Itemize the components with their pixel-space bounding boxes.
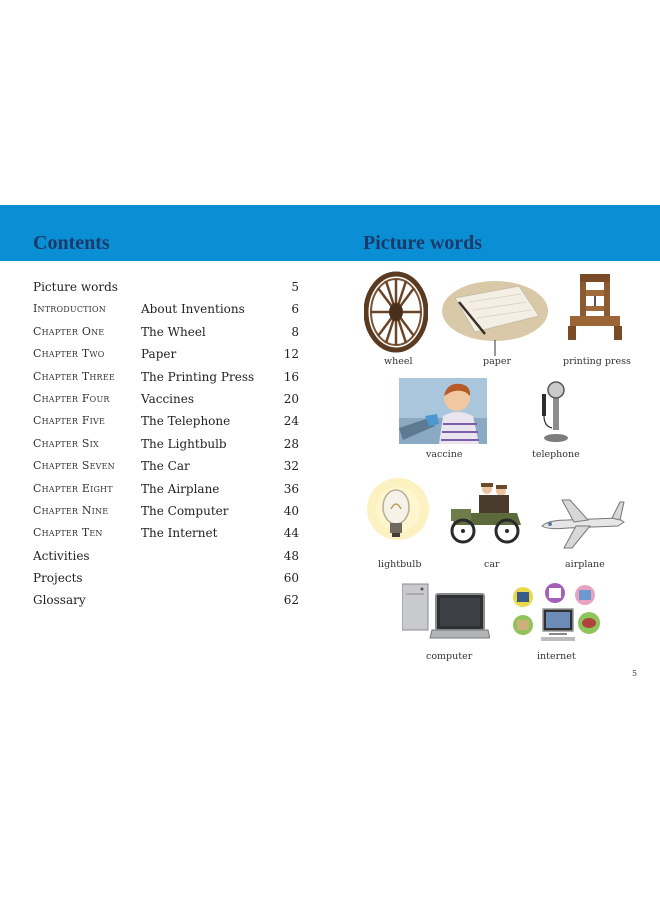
toc-chapter-title: The Car (141, 459, 190, 474)
caption-lightbulb: lightbulb (378, 559, 422, 570)
toc-page-number: 24 (283, 414, 299, 429)
toc-page-number: 44 (283, 526, 299, 541)
toc-label: Chapter Two (33, 347, 105, 361)
toc-label: Chapter Ten (33, 526, 103, 540)
toc-row (33, 368, 299, 390)
internet-icon (511, 583, 603, 643)
toc-page-number: 60 (283, 571, 299, 586)
toc-row (33, 435, 299, 457)
toc-chapter-title: About Inventions (141, 302, 245, 317)
toc-label: Glossary (33, 593, 86, 608)
toc-chapter-title: The Computer (141, 503, 229, 518)
toc-chapter-title: The Airplane (141, 481, 220, 496)
toc-label: Chapter Four (33, 391, 110, 405)
page-number: 5 (632, 669, 638, 678)
toc-row (33, 390, 299, 412)
caption-internet: internet (537, 651, 576, 662)
toc-row (33, 300, 299, 322)
contents-heading: Contents (33, 232, 110, 254)
paper-pointer-line (494, 340, 496, 356)
toc-row (33, 345, 299, 367)
toc-chapter-title: The Telephone (141, 414, 231, 429)
toc-row (33, 524, 299, 546)
toc-page-number: 62 (283, 593, 299, 608)
toc-page-number: 6 (291, 302, 299, 317)
caption-wheel: wheel (384, 356, 413, 367)
toc-page-number: 16 (283, 369, 299, 384)
toc-page-number: 12 (283, 347, 299, 362)
toc-label: Chapter One (33, 324, 105, 338)
car-icon (449, 479, 525, 545)
toc-page-number: 28 (283, 436, 299, 451)
caption-computer: computer (426, 651, 473, 662)
toc-row (33, 457, 299, 479)
toc-label: Projects (33, 571, 83, 586)
toc-label: Introduction (33, 302, 106, 316)
toc-chapter-title: Vaccines (141, 391, 194, 406)
airplane-icon (538, 496, 628, 550)
toc-row (33, 278, 299, 300)
caption-airplane: airplane (565, 559, 605, 570)
telephone-icon (538, 380, 574, 444)
toc-label: Chapter Eight (33, 481, 113, 495)
lightbulb-icon (366, 477, 430, 549)
toc-label: Chapter Seven (33, 459, 115, 473)
paper-icon (441, 280, 549, 342)
toc-row (33, 547, 299, 569)
toc-chapter-title: The Wheel (141, 324, 206, 339)
toc-row (33, 412, 299, 434)
toc-chapter-title: The Lightbulb (141, 436, 227, 451)
toc-page-number: 5 (291, 280, 299, 294)
toc-row (33, 480, 299, 502)
toc-row (33, 502, 299, 524)
toc-label: Chapter Six (33, 436, 99, 450)
computer-icon (402, 580, 490, 644)
toc-page-number: 40 (283, 503, 299, 518)
toc-chapter-title: The Internet (141, 526, 218, 541)
toc-row (33, 323, 299, 345)
toc-label: Chapter Five (33, 414, 106, 428)
toc-page-number: 48 (283, 548, 299, 563)
caption-telephone: telephone (532, 449, 580, 460)
toc-page-number: 36 (283, 481, 299, 496)
wheel-icon (364, 270, 428, 354)
caption-printing-press: printing press (563, 356, 631, 367)
picture-words-heading: Picture words (363, 232, 483, 254)
toc-page-number: 32 (283, 459, 299, 474)
toc-label: Chapter Nine (33, 503, 109, 517)
toc-page-number: 20 (283, 391, 299, 406)
toc-page-number: 8 (291, 324, 299, 339)
toc-label: Chapter Three (33, 369, 115, 383)
toc-label: Activities (33, 548, 90, 563)
table-of-contents (33, 278, 299, 614)
vaccine-icon (399, 378, 487, 444)
caption-paper: paper (483, 356, 511, 367)
toc-label: Picture words (33, 280, 118, 294)
toc-chapter-title: Paper (141, 347, 177, 362)
toc-row (33, 569, 299, 591)
toc-chapter-title: The Printing Press (141, 369, 255, 384)
caption-vaccine: vaccine (426, 449, 463, 460)
toc-row (33, 591, 299, 613)
printing-press-icon (566, 272, 624, 342)
caption-car: car (484, 559, 500, 570)
